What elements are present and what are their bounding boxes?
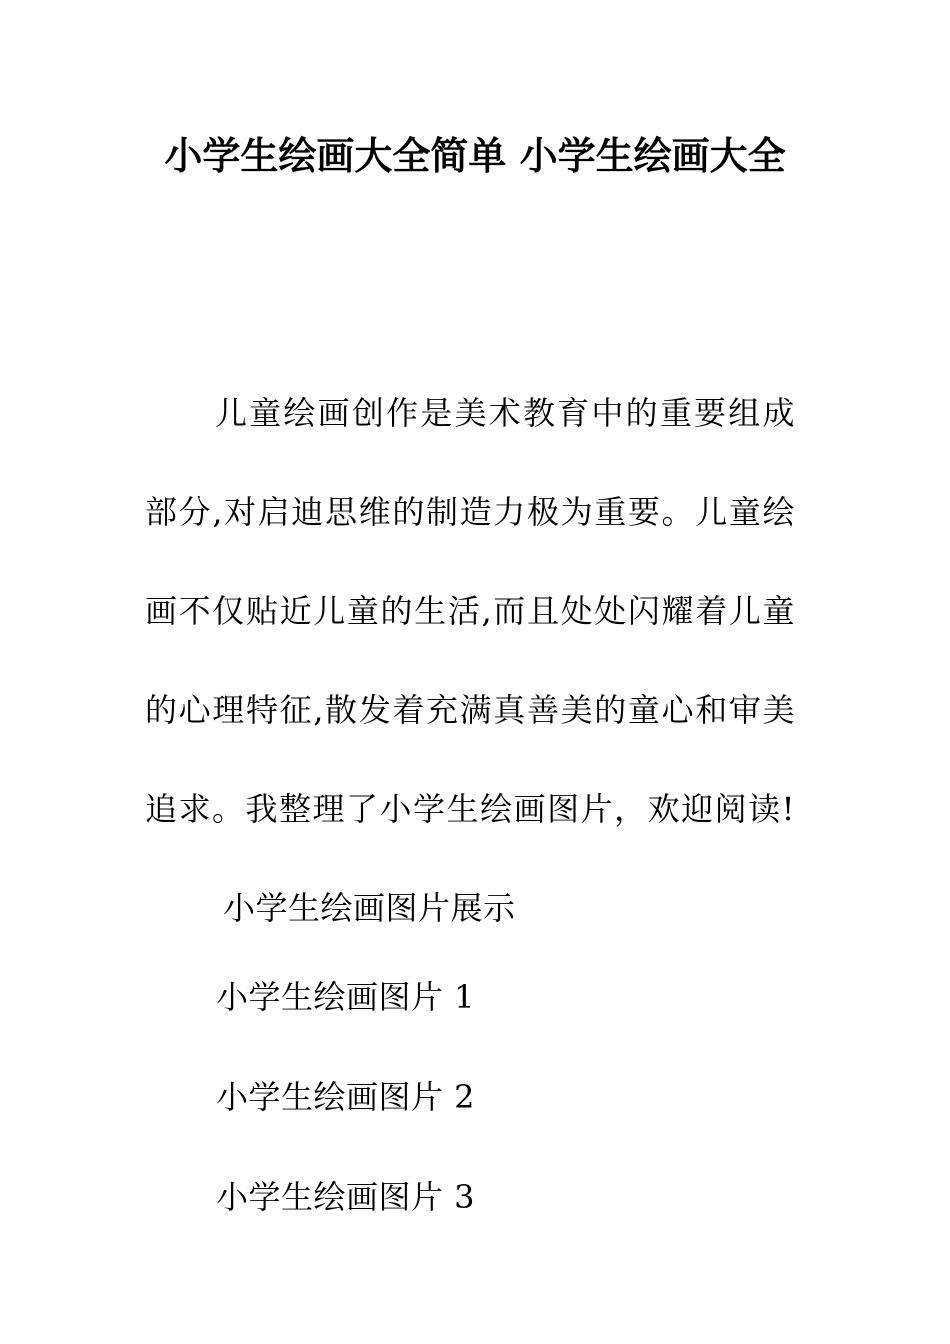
intro-text: 儿童绘画创作是美术教育中的重要组成部分,对启迪思维的制造力极为重要。儿童绘画不仅贴近儿童的生活,而且处处闪耀着儿童的心理特征,散发着充满真善美的童心和审美追求。我整理了小学生绘画图片，欢迎阅读! <box>145 394 795 828</box>
image-caption-1: 小学生绘画图片 1 <box>216 978 476 1016</box>
image-caption-3: 小学生绘画图片 3 <box>216 1178 476 1216</box>
document-title: 小学生绘画大全简单 小学生绘画大全 <box>164 134 786 178</box>
image-caption-2: 小学生绘画图片 2 <box>216 1078 476 1116</box>
intro-paragraph <box>145 364 795 958</box>
section-heading: 小学生绘画图片展示 <box>223 889 516 927</box>
